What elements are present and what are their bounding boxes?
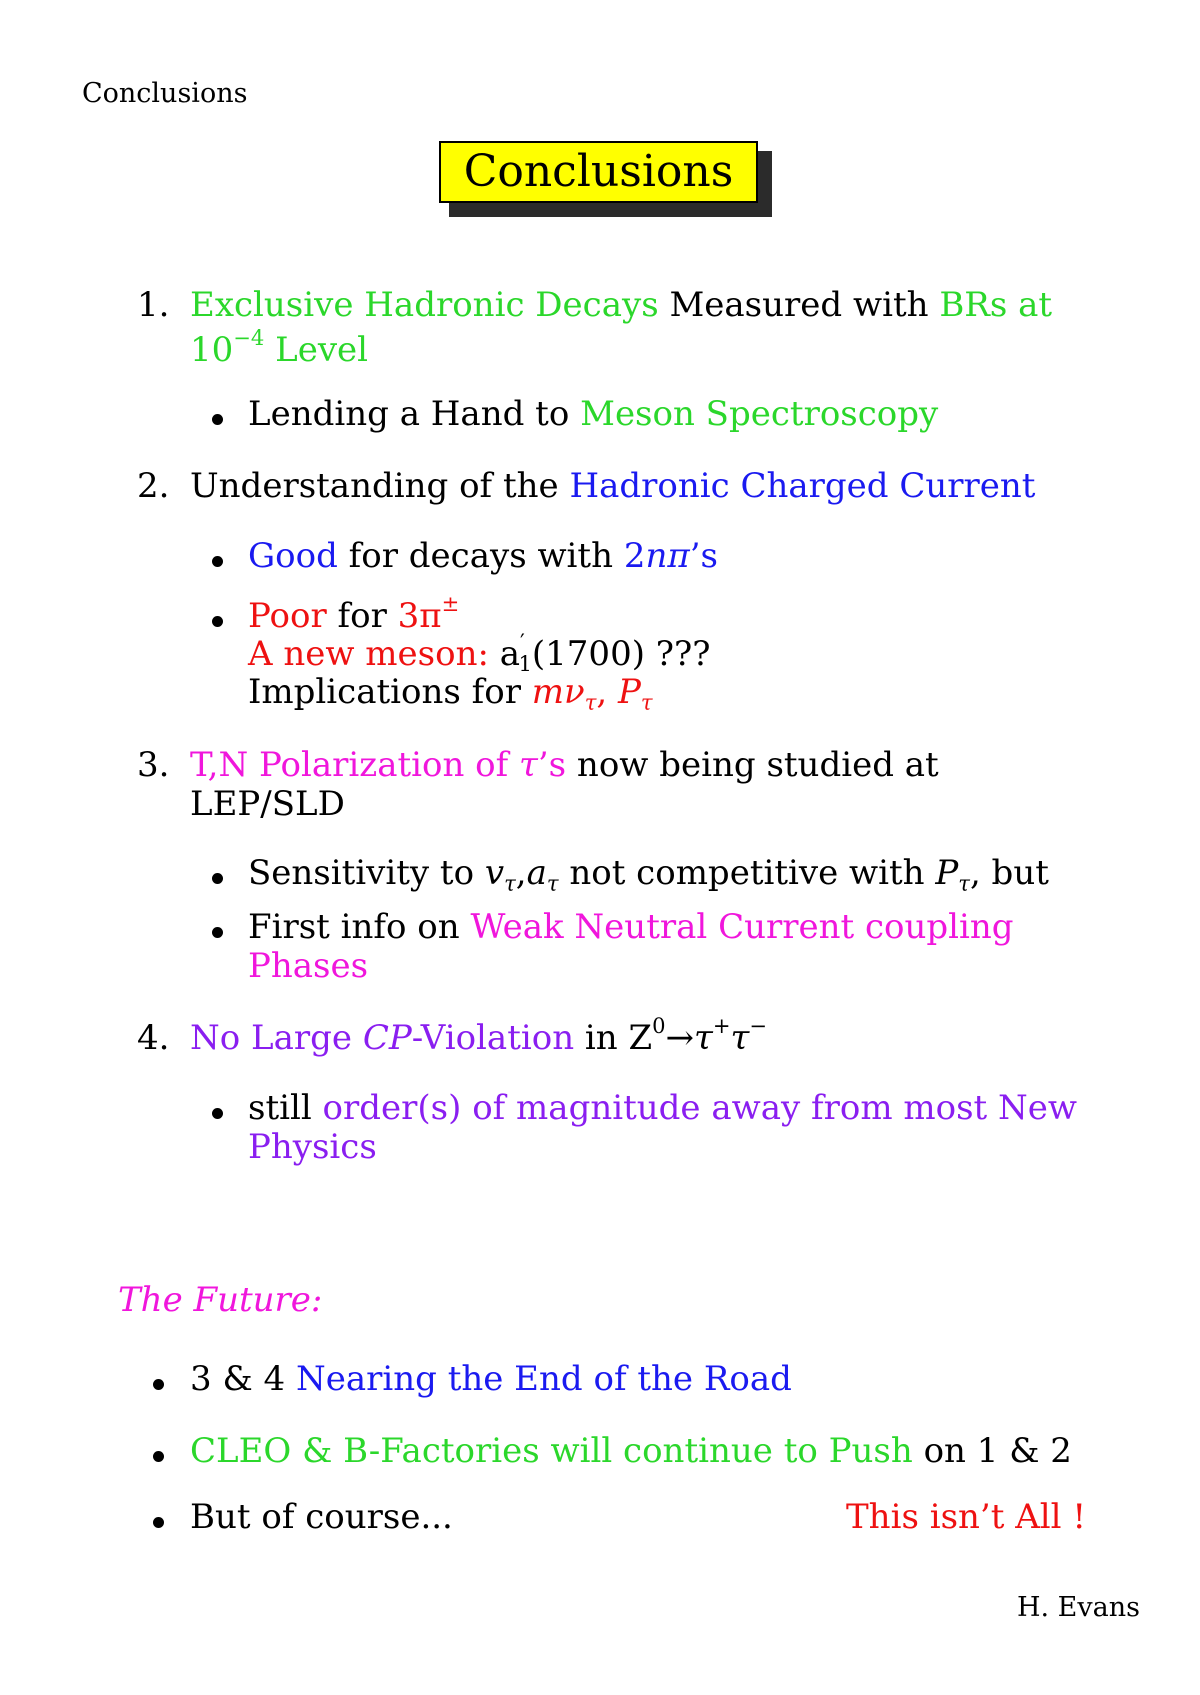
future-bullet-3: But of course... xyxy=(190,1497,453,1537)
item-2-number: 2. xyxy=(137,466,170,506)
item-1-heading-line2: $10^{-4}$ Level xyxy=(190,325,369,370)
bullet-marker xyxy=(153,1379,164,1390)
item-4-bullet-1-line2: Physics xyxy=(248,1127,377,1167)
author-footer: H. Evans xyxy=(1016,1592,1140,1623)
item-4-bullet-1: still order(s) of magnitude away from most New xyxy=(248,1088,1077,1128)
page-title: Conclusions xyxy=(439,141,758,203)
future-bullet-2: CLEO & B-Factories will continue to Push on 1 & 2 xyxy=(190,1431,1072,1471)
item-1-bullet-1: Lending a Hand to Meson Spectroscopy xyxy=(248,394,939,434)
page-header: Conclusions xyxy=(82,78,248,109)
item-3-heading-line2: LEP/SLD xyxy=(190,784,345,824)
item-3-number: 3. xyxy=(137,745,170,785)
item-1-highlight: Exclusive Hadronic Decays xyxy=(190,285,659,325)
item-2-bullet-2-line3: Implications for $m\nu_\tau$, $P_\tau$ xyxy=(248,672,653,715)
item-2-bullet-2-line2: A new meson: $a'_1(1700)$ ??? xyxy=(248,629,711,677)
bullet-marker xyxy=(153,1517,164,1528)
item-3-bullet-1: Sensitivity to $v_\tau,a_\tau$ not competitive with $P_\tau$, but xyxy=(248,853,1049,896)
item-3-bullet-2-line2: Phases xyxy=(248,946,369,986)
future-bullet-1: 3 & 4 Nearing the End of the Road xyxy=(190,1359,792,1399)
item-2-bullet-1: Good for decays with 2nπ’s xyxy=(248,536,718,576)
future-heading: The Future: xyxy=(118,1280,323,1320)
this-isnt-all: This isn’t All ! xyxy=(846,1497,1086,1537)
item-2-heading: Understanding of the Hadronic Charged Current xyxy=(190,466,1036,506)
bullet-marker xyxy=(212,1108,223,1119)
item-1-number: 1. xyxy=(137,285,170,325)
bullet-marker xyxy=(212,556,223,567)
item-4-heading: No Large CP-Violation in $Z^0\to\tau^+\tau^-$ xyxy=(190,1013,768,1058)
bullet-marker xyxy=(212,616,223,627)
item-3-bullet-2: First info on Weak Neutral Current coupling xyxy=(248,907,1014,947)
bullet-marker xyxy=(212,414,223,425)
item-3-heading: T,N Polarization of τ’s now being studied at xyxy=(190,745,939,785)
bullet-marker xyxy=(212,927,223,938)
item-2-bullet-2: Poor for 3π± xyxy=(248,591,460,636)
item-4-number: 4. xyxy=(137,1018,170,1058)
bullet-marker xyxy=(212,873,223,884)
bullet-marker xyxy=(153,1451,164,1462)
item-1-heading: Exclusive Hadronic Decays Measured with BRs at xyxy=(190,285,1053,325)
